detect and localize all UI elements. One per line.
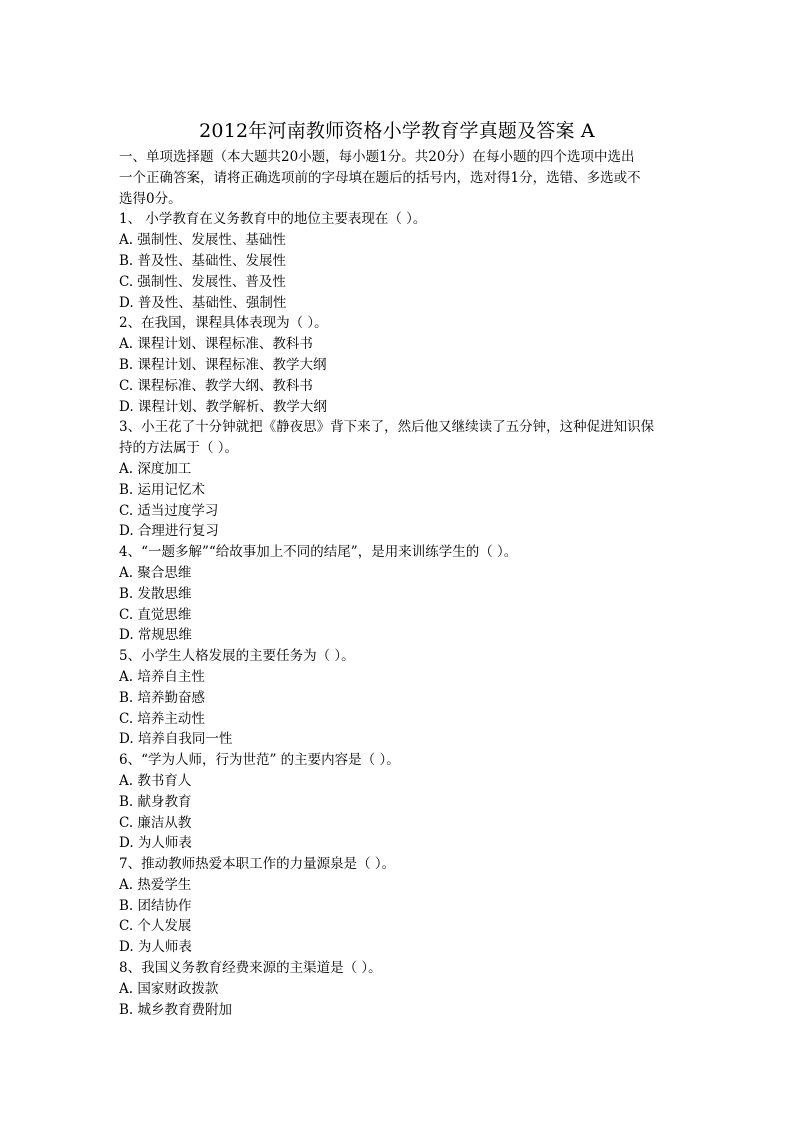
question-stem: 5、小学生人格发展的主要任务为（ ）。 [119, 648, 355, 665]
answer-option: A. 聚合思维 [119, 564, 192, 581]
answer-option: A. 教书育人 [119, 772, 192, 789]
text-line: 持的方法属于（ ）。 [119, 440, 239, 457]
answer-option: B. 普及性、基础性、发展性 [119, 252, 287, 269]
answer-option: D. 常规思维 [119, 627, 192, 644]
answer-option: B. 团结协作 [119, 897, 192, 914]
answer-option: B. 课程计划、课程标准、教学大纲 [119, 356, 327, 373]
answer-option: A. 强制性、发展性、基础性 [119, 232, 286, 249]
answer-option: D. 为人师表 [119, 939, 192, 956]
answer-option: D. 为人师表 [119, 835, 192, 852]
answer-option: B. 城乡教育费附加 [119, 1001, 233, 1018]
answer-option: C. 强制性、发展性、普及性 [119, 273, 286, 290]
section-instructions: 选得0分。 [119, 190, 182, 207]
answer-option: D. 课程计划、教学解析、教学大纲 [119, 398, 327, 415]
question-stem: 1、 小学教育在义务教育中的地位主要表现在（ ）。 [119, 211, 427, 228]
answer-option: C. 培养主动性 [119, 710, 205, 727]
answer-option: C. 课程标准、教学大纲、教科书 [119, 377, 313, 394]
answer-option: C. 个人发展 [119, 918, 192, 935]
question-stem: 7、推动教师热爱本职工作的力量源泉是（ ）。 [119, 856, 396, 873]
answer-option: D. 培养自我同一性 [119, 731, 233, 748]
answer-option: A. 课程计划、课程标准、教科书 [119, 336, 313, 353]
answer-option: A. 培养自主性 [119, 668, 205, 685]
answer-option: B. 运用记忆术 [119, 481, 206, 498]
answer-option: C. 廉洁从教 [119, 814, 192, 831]
answer-option: C. 适当过度学习 [119, 502, 219, 519]
question-stem: 6、“学为人师，行为世范” 的主要内容是（ ）。 [119, 752, 400, 769]
answer-option: D. 合理进行复习 [119, 523, 219, 540]
answer-option: A. 深度加工 [119, 460, 192, 477]
section-instructions: 一个正确答案，请将正确选项前的字母填在题后的括号内，选对得1分，选错、多选或不 [119, 169, 641, 186]
answer-option: A. 热爱学生 [119, 876, 192, 893]
document-title: 2012年河南教师资格小学教育学真题及答案 A [199, 120, 595, 142]
answer-option: A. 国家财政拨款 [119, 980, 219, 997]
question-stem: 4、“一题多解”“给故事加上不同的结尾”，是用来训练学生的（ ）。 [119, 544, 518, 561]
question-stem: 8、我国义务教育经费来源的主渠道是（ ）。 [119, 960, 382, 977]
question-stem: 2、在我国，课程具体表现为（ ）。 [119, 315, 328, 332]
answer-option: B. 发散思维 [119, 585, 192, 602]
document-body [119, 147, 679, 1020]
answer-option: B. 培养勤奋感 [119, 689, 206, 706]
answer-option: D. 普及性、基础性、强制性 [119, 294, 287, 311]
question-stem: 3、小王花了十分钟就把《静夜思》背下来了，然后他又继续读了五分钟，这种促进知识保 [119, 419, 655, 436]
answer-option: C. 直觉思维 [119, 606, 192, 623]
answer-option: B. 献身教育 [119, 793, 192, 810]
section-instructions: 一、单项选择题（本大题共20小题，每小题1分。共20分）在每小题的四个选项中选出 [119, 149, 635, 165]
